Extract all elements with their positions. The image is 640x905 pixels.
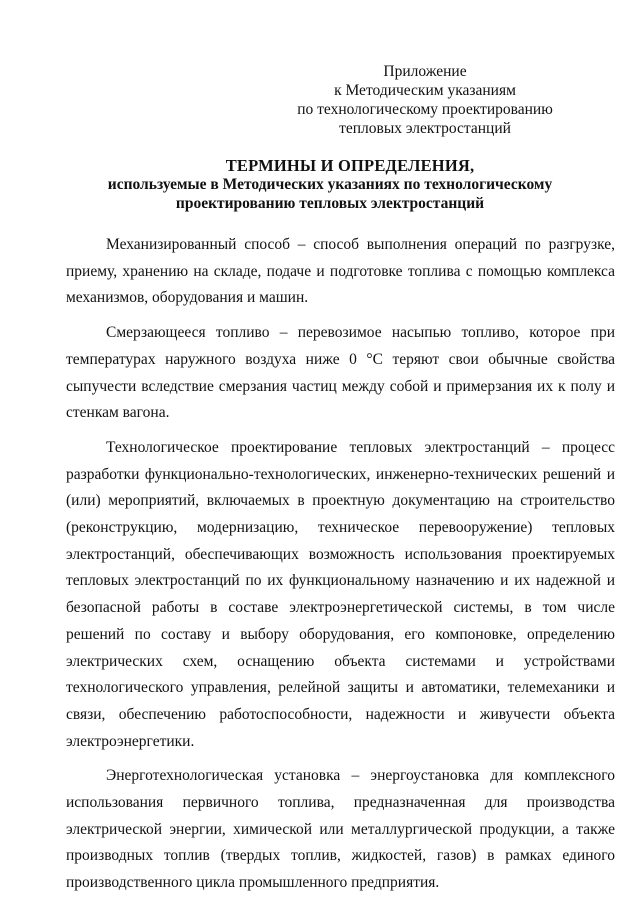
document-body (66, 232, 615, 905)
appendix-line-1: Приложение (383, 63, 467, 80)
appendix-line-4: тепловых электростанций (339, 120, 511, 137)
paragraph-freezing-fuel: Смерзающееся топливо – перевозимое насыпью топливо, которое при температурах наружного воздуха ниже 0 °С теряют свои обычные свойства сыпучести вследствие смерзания частиц между собой и примерзания их к полу и стенкам вагона. (66, 324, 615, 422)
paragraph-mechanized-method: Механизированный способ – способ выполнения операций по разгрузке, приему, хранению на складе, подаче и подготовке топлива с помощью комплекса механизмов, оборудования и машин. (66, 236, 615, 307)
heading-title: ТЕРМИНЫ И ОПРЕДЕЛЕНИЯ, (225, 156, 475, 175)
appendix-note (285, 62, 565, 138)
heading-subtitle-line-1: используемые в Методических указаниях по технологическому (107, 176, 553, 193)
appendix-line-2: к Методическим указаниям (334, 82, 516, 99)
section-heading (60, 156, 600, 213)
paragraph-technological-design: Технологическое проектирование тепловых электростанций – процесс разработки функционально-технологических, инженерно-технических решений и (или) мероприятий, включаемых в проектную документацию на строительство (реконструкцию, модернизацию, техническое перевооружение) тепловых электростанций, обеспечивающих возможность использования проектируемых тепловых электростанций по их функциональному назначению и их надежной и безопасной работы в составе электроэнергетической системы, в том числе решений по составу и выбору оборудования, его компоновке, определению электрических схем, оснащению объекта системами и устройствами технологического управления, релейной защиты и автоматики, телемеханики и связи, обеспечению работоспособности, надежности и живучести объекта электроэнергетики. (66, 438, 615, 750)
appendix-line-3: по технологическому проектированию (297, 101, 553, 118)
paragraph-energy-technological-unit: Энерготехнологическая установка – энергоустановка для комплексного использования первичного топлива, предназначенная для производства электрической энергии, химической или металлургической продукции, а также производных топлив (твердых топлив, жидкостей, газов) в рамках единого производственного цикла промышленного предприятия. (66, 767, 615, 892)
heading-subtitle-line-2: проектированию тепловых электростанций (175, 195, 485, 212)
